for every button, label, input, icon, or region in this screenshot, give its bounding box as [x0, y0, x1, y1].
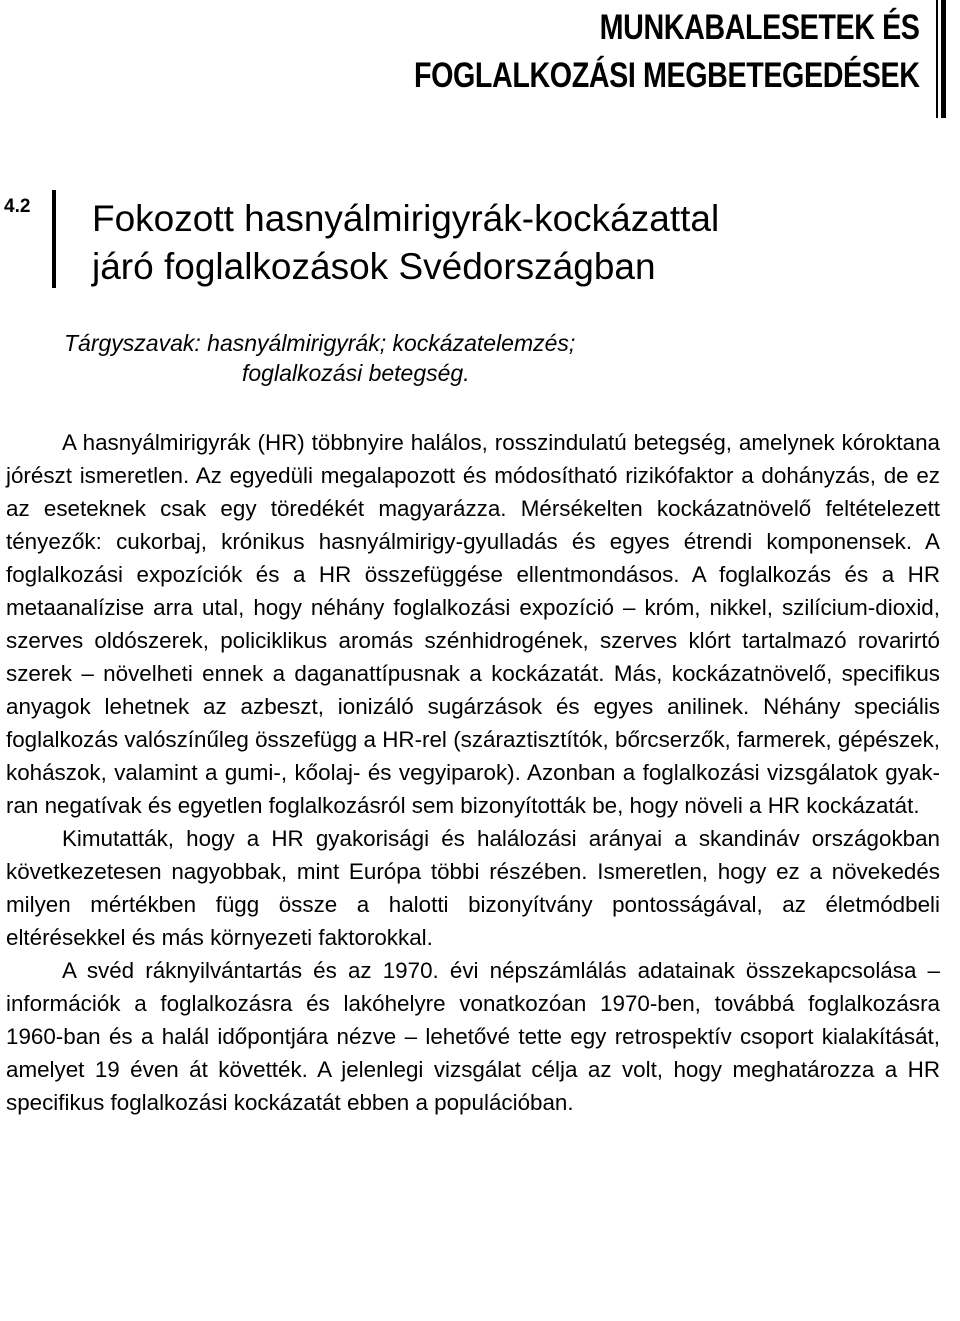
header-title-line1: MUNKABALESETEK ÉS [600, 8, 920, 47]
section-divider [52, 190, 56, 288]
paragraph-2: Kimutatták, hogy a HR gyakorisági és halálozási arányai a skandináv országokban következetesen nagyobbak, mint Európa többi részében. Ismeretlen, hogy ez a növekedés milyen mértékben függ össze a halotti bizonyítvány pontosságával, az életmódbeli eltérésekkel és más környezeti faktorokkal. [6, 826, 940, 950]
section-title-line2: járó foglalkozások Svédországban [92, 246, 656, 287]
header-title [414, 4, 920, 100]
article-body [6, 426, 940, 1119]
running-header [346, 0, 946, 118]
section-title [92, 195, 719, 291]
header-title-line2: FOGLALKOZÁSI MEGBETEGEDÉSEK [414, 56, 920, 95]
section-number: 4.2 [4, 196, 31, 217]
header-divider-thick [941, 0, 946, 118]
paragraph-3: A svéd ráknyilvántartás és az 1970. évi népszámlálás adatainak összekapcsolása – információk a foglalkozásra és lakóhelyre vonatkozóan 1970-ben, továbbá foglalkozásra 1960-ban és a halál időpontjára nézve – lehetővé tette egy retrospektív csoport kialakítását, amelyet 19 éven át követték. A jelenlegi vizsgálat célja az volt, hogy meghatározza a HR specifikus foglalkozási kockázatát ebben a populációban. [6, 958, 940, 1115]
keywords [64, 328, 924, 388]
paragraph-1: A hasnyálmirigyrák (HR) többnyire halálos, rosszindulatú betegség, amelynek kóroktana jórészt ismeretlen. Az egyedüli megalapozott és módosítható rizikófaktor a dohányzás, de ez az eseteknek csak egy töredékét magyarázza. Mérsékelten kockázatnövelő feltételezett tényezők: cukorbaj, krónikus hasnyálmirigy-gyulladás és egyes étrendi komponensek. A foglalkozási expozíciók és a HR összefüggése ellentmondásos. A foglalkozás és a HR metaanalízise arra utal, hogy néhány foglalkozási expozíció – króm, nikkel, szilícium-dioxid, szerves oldószerek, policiklikus aromás szénhidrogének, szerves klórt tartalmazó rovarirtó szerek – növelheti ennek a daganattípusnak a kockázatát. Más, kockázatnövelő, specifikus anyagok lehetnek az azbeszt, ionizáló sugárzások és egyes anilinek. Néhány speciális foglalkozás valószínűleg összefügg a HR-rel (száraztisztítók, bőrcserzők, farmerek, gépészek, kohászok, valamint a gumi-, kőolaj- és vegyiparok). Azonban a foglalkozási vizsgálatok gyakran negatívak és egyetlen foglalkozásról sem bizonyították be, hogy növeli a HR kockázatát. [6, 430, 940, 818]
header-divider-thin [936, 0, 938, 118]
keywords-line2: foglalkozási betegség. [242, 360, 470, 386]
keywords-line1: Tárgyszavak: hasnyálmirigyrák; kockázatelemzés; [64, 330, 576, 356]
section-title-line1: Fokozott hasnyálmirigyrák-kockázattal [92, 198, 720, 239]
